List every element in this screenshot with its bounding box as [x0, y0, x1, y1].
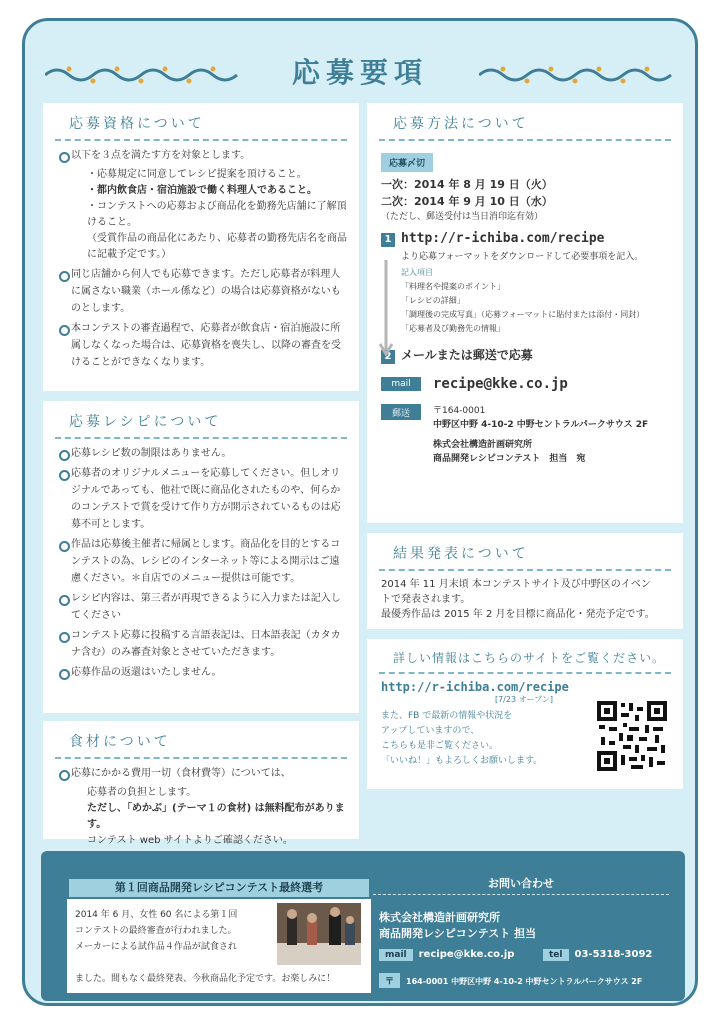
step-1-text: より応募フォーマットをダウンロードして必要事項を記入。 — [401, 252, 644, 262]
ingredients-text: コンテスト web サイトよりご確認ください。 — [87, 835, 293, 846]
wave-ornament-right — [479, 61, 675, 85]
recipe-item: 応募レシピ数の制限はありません。 — [59, 445, 347, 462]
method-heading: 応募方法について — [379, 103, 671, 141]
step-1-url[interactable]: http://r-ichiba.com/recipe — [401, 231, 605, 246]
contact-mail[interactable]: recipe@kke.co.jp — [418, 949, 515, 960]
final-selection-title: 第１回商品開発レシピコンテスト最終選考 — [69, 879, 369, 897]
results-line: 2014 年 11 月末頃 本コンテストサイト及び中野区のイベン — [381, 579, 651, 590]
eligibility-heading: 応募資格について — [55, 103, 347, 141]
post-tag: 郵送 — [381, 404, 421, 420]
final-text: ました。間もなく最終発表、今秋商品化予定です。お楽しみに！ — [75, 974, 336, 984]
ingredients-text: 応募者の負担とします。 — [87, 787, 197, 798]
qr-code-icon[interactable] — [595, 699, 669, 773]
contact-postal-icon: 〒 — [379, 973, 400, 988]
eligibility-subitem: ・コンテストへの応募および商品化を勤務先店舗に了解頂けること。 — [87, 201, 347, 228]
info-card — [367, 639, 683, 789]
entry-item: 「調理後の完成写真」（応募フォーマットに貼付または添付・同封） — [401, 310, 645, 319]
ingredients-card — [43, 721, 359, 846]
info-line: 「いいね！」もよろしくお願いします。 — [381, 756, 543, 766]
page-frame — [22, 18, 698, 1006]
contact-tel-tag: tel — [543, 949, 569, 961]
post-org: 株式会社構造計画研究所 — [433, 440, 533, 450]
method-card — [367, 103, 683, 523]
event-photo — [277, 903, 361, 965]
eligibility-subitem: ・都内飲食店・宿泊施設で働く料理人であること。 — [87, 185, 317, 196]
info-line: こちらも是非ご覧ください。 — [381, 741, 499, 751]
results-line: トで発表されます。 — [381, 594, 471, 605]
eligibility-item: 同じ店舗から何人でも応募できます。ただし応募者が料理人に属さない職業（ホール係など）の場合は応募資格がないものとします。 — [59, 266, 347, 317]
final-selection-box — [67, 899, 371, 993]
recipe-heading: 応募レシピについて — [55, 401, 347, 439]
step-1-number: 1 — [381, 233, 395, 247]
deadline-first: 一次：2014 年 8 月 19 日（火） — [381, 178, 553, 191]
results-heading: 結果発表について — [379, 533, 671, 571]
post-org-dept: 商品開発レシピコンテスト 担当 宛 — [433, 454, 586, 464]
results-card — [367, 533, 683, 629]
info-line: また、FB で最新の情報や状況を — [381, 711, 513, 721]
eligibility-subitem: ・応募規定に同意してレシピ提案を頂けること。 — [87, 169, 307, 180]
post-address: 中野区中野 4-10-2 中野セントラルパークサウス 2F — [433, 420, 649, 430]
ingredients-heading: 食材について — [55, 721, 347, 759]
mail-address[interactable]: recipe@kke.co.jp — [433, 376, 568, 392]
recipe-item: 応募作品の返還はいたしません。 — [59, 664, 347, 681]
mail-tag: mail — [381, 377, 421, 391]
recipe-card — [43, 401, 359, 713]
recipe-item: 応募者のオリジナルメニューを応募してください。但しオリジナルであっても、他社で既に商品化されたものや、何らかのコンテストで賞を受けて作り方が開示されているものは応募不可とします。 — [59, 465, 347, 533]
ingredients-text: 応募にかかる費用一切（食材費等）については、 — [59, 765, 347, 782]
deadline-note: （ただし、郵送受付は当日消印迄有効） — [381, 212, 544, 222]
info-open: [7/23 オープン] — [494, 695, 553, 704]
contact-org: 株式会社構造計画研究所 — [379, 911, 500, 924]
eligibility-item: 以下を３点を満たす方を対象とします。 — [59, 147, 347, 164]
contact-mail-tag: mail — [379, 949, 413, 961]
deadline-tag: 応募〆切 — [381, 153, 433, 172]
eligibility-item: 本コンテストの審査過程で、応募者が飲食店・宿泊施設に所属しなくなった場合は、応募資格を喪失し、以降の審査を受けることができなくなります。 — [59, 320, 347, 371]
final-text: コンテストの最終審査が行われました。 — [75, 926, 237, 936]
contact-heading: お問い合わせ — [373, 875, 669, 895]
contact-dept: 商品開発レシピコンテスト 担当 — [379, 927, 537, 940]
final-text: 2014 年 6 月、女性 60 名による第１回 — [75, 910, 238, 920]
entry-item: 「レシピの詳細」 — [401, 296, 465, 305]
step-2-text: メールまたは郵送で応募 — [401, 348, 533, 362]
results-line: 最優秀作品は 2015 年 2 月を目標に商品化・発売予定です。 — [381, 609, 655, 620]
contact-tel[interactable]: 03-5318-3092 — [574, 949, 653, 960]
recipe-item: 作品は応募後主催者に帰属とします。商品化を目的とするコンテストの為、レシピのインターネット等による開示はご遠慮ください。＊自店でのメニュー提供は可能です。 — [59, 536, 347, 587]
recipe-item: レシピ内容は、第三者が再現できるように入力または記入してください — [59, 590, 347, 624]
contact-address: 164-0001 中野区中野 4-10-2 中野セントラルパークサウス 2F — [406, 977, 643, 986]
down-arrow-icon — [379, 260, 393, 360]
page-title: 応募要項 — [291, 56, 428, 89]
eligibility-card — [43, 103, 359, 391]
step-2-number: 2 — [381, 350, 395, 364]
recipe-item: コンテスト応募に投稿する言語表記は、日本語表記（カタカナ含む）のみ審査対象とさせていただきます。 — [59, 627, 347, 661]
deadline-second: 二次：2014 年 9 月 10 日（水） — [381, 195, 553, 208]
post-zip: 〒164-0001 — [433, 406, 486, 416]
info-heading: 詳しい情報はこちらのサイトをご覧ください。 — [379, 639, 671, 674]
final-text: メーカーによる試作品４作品が試食され — [75, 942, 237, 952]
eligibility-subitem: （受賞作品の商品化にあたり、応募者の勤務先店名を商品に記載予定です。） — [87, 233, 347, 260]
entry-item: 「応募者及び勤務先の情報」 — [401, 324, 505, 333]
items-label: 記入項目 — [401, 268, 433, 277]
info-line: アップしていますので、 — [381, 726, 480, 736]
entry-item: 「料理名や提案のポイント」 — [401, 282, 505, 291]
ingredients-text: ただし、「めかぶ」(テーマ１の食材) は無料配布があります。 — [87, 803, 345, 830]
info-url[interactable]: http://r-ichiba.com/recipe — [381, 680, 569, 694]
